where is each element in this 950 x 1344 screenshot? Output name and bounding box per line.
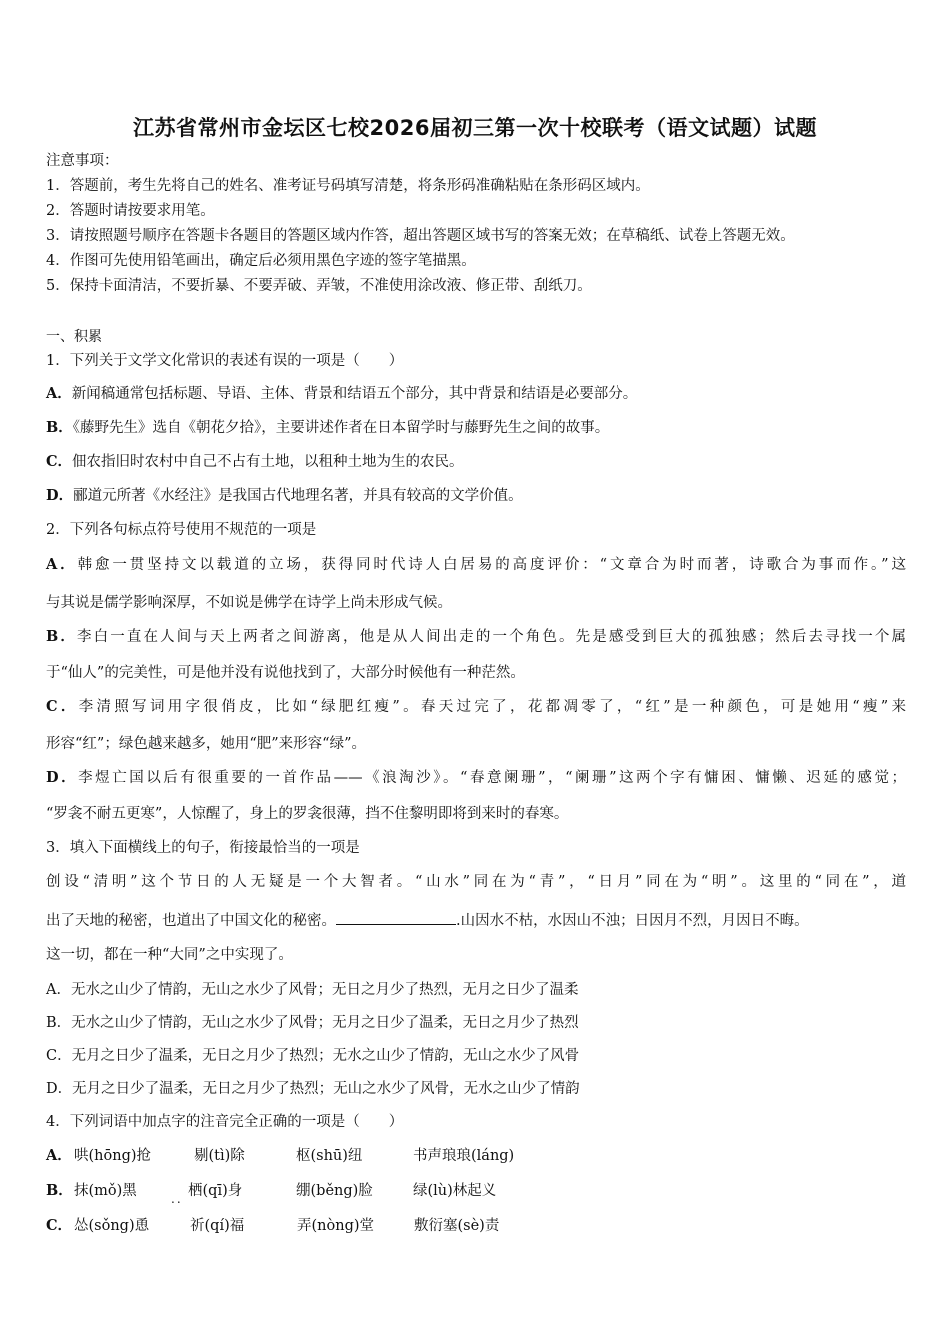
option-label: B． <box>46 628 77 645</box>
term-item: 栖(qī)身 <box>188 1183 243 1199</box>
question-4-stem: 4．下列词语中加点字的注音完全正确的一项是（ ） <box>46 1114 404 1130</box>
term-item: 哄(hōng)抢 <box>74 1148 152 1164</box>
q3-option-b: B．无水之山少了情韵，无山之水少了风骨；无月之日少了温柔，无日之月少了热烈 <box>46 1015 579 1031</box>
question-1-stem: 1．下列关于文学文化常识的表述有误的一项是（ ） <box>46 353 404 369</box>
page-title: 江苏省常州市金坛区七校2026届初三第一次十校联考（语文试题）试题 <box>133 116 817 140</box>
term-item: 祈(qí)福 <box>190 1218 245 1234</box>
option-label: A． <box>46 385 72 402</box>
answer-blank <box>336 910 456 925</box>
notice-item: 5．保持卡面清洁，不要折暴、不要弄破、弄皱，不准使用涂改液、修正带、刮纸刀。 <box>46 278 592 294</box>
term-item: 怂(sǒng)恿 <box>74 1218 150 1234</box>
option-label: B． <box>46 1182 73 1199</box>
term-item: 剔(tì)除 <box>194 1148 245 1164</box>
option-label: C． <box>46 698 79 715</box>
option-text: 新闻稿通常包括标题、导语、主体、背景和结语五个部分，其中背景和结语是必要部分。 <box>71 386 638 402</box>
q1-option-d <box>46 487 523 505</box>
notice-heading: 注意事项： <box>46 153 119 169</box>
passage-text: .山因水不枯，水因山不浊；日因月不烈，月因日不晦。 <box>456 913 809 929</box>
question-3-stem: 3．填入下面横线上的句子，衔接最恰当的一项是 <box>46 840 360 856</box>
option-label: D． <box>46 769 79 786</box>
option-label: C． <box>46 453 73 470</box>
term-item: 敷衍塞(sè)责 <box>414 1218 500 1234</box>
q2-option-d <box>46 769 906 787</box>
option-label: D． <box>46 487 74 504</box>
section-heading: 一、积累 <box>46 329 102 345</box>
option-text: 佃农指旧时农村中自己不占有土地，以租种土地为生的农民。 <box>72 454 464 470</box>
option-text: 郦道元所著《水经注》是我国古代地理名著，并具有较高的文学价值。 <box>73 488 523 504</box>
option-label: B． <box>46 419 73 436</box>
notice-item: 1．答题前，考生先将自己的姓名、准考证号码填写清楚，将条形码准确粘贴在条形码区域内。 <box>46 178 650 194</box>
q2-option-a-cont: 与其说是儒学影响深厚，不如说是佛学在诗学上尚未形成气候。 <box>46 595 452 611</box>
q2-option-b <box>46 628 906 646</box>
notice-item: 4．作图可先使用铅笔画出，确定后必须用黑色字迹的签字笔描黑。 <box>46 253 476 269</box>
term-item: 弄(nòng)堂 <box>297 1218 375 1234</box>
q3-option-a: A．无水之山少了情韵，无山之水少了风骨；无日之月少了热烈，无月之日少了温柔 <box>46 982 579 998</box>
term-item: 枢(shū)纽 <box>296 1148 363 1164</box>
q2-option-d-cont: “罗衾不耐五更寒”，人惊醒了，身上的罗衾很薄，挡不住黎明即将到来时的春寒。 <box>46 806 569 822</box>
q1-option-c <box>46 453 464 471</box>
term-item: 绿(lù)林起义 <box>413 1183 497 1199</box>
option-text: 《藤野先生》选自《朝花夕拾》，主要讲述作者在日本留学时与藤野先生之间的故事。 <box>72 420 610 436</box>
q2-option-c-cont: 形容“红”；绿色越来越多，她用“肥”来形容“绿”。 <box>46 736 366 752</box>
passage-text: 出了天地的秘密，也道出了中国文化的秘密。 <box>46 913 336 929</box>
term-item: 绷(běng)脸 <box>296 1183 373 1199</box>
q2-option-a <box>46 556 906 574</box>
option-text: 韩愈一贯坚持文以载道的立场，获得同时代诗人白居易的高度评价：“文章合为时而著，诗歌合为事而作。”这 <box>77 557 906 573</box>
q1-option-b <box>46 419 609 437</box>
q3-option-d: D．无月之日少了温柔，无日之月少了热烈；无山之水少了风骨，无水之山少了情韵 <box>46 1081 580 1097</box>
q2-option-b-cont: 于“仙人”的完美性，可是他并没有说他找到了，大部分时候他有一种茫然。 <box>46 665 525 681</box>
q3-passage-line: 这一切，都在一种“大同”之中实现了。 <box>46 947 293 963</box>
term-item: 抹(mǒ)黑 <box>74 1183 137 1199</box>
q3-option-c: C．无月之日少了温柔，无日之月少了热烈；无水之山少了情韵，无山之水少了风骨 <box>46 1048 580 1064</box>
question-2-stem: 2．下列各句标点符号使用不规范的一项是 <box>46 522 317 538</box>
emphasis-dots: .. <box>171 1192 183 1206</box>
option-text: 李煜亡国以后有很重要的一首作品——《浪淘沙》。“春意阑珊”，“阑珊”这两个字有慵困、慵懒、迟延的感觉； <box>78 770 906 786</box>
option-label: A． <box>46 1147 72 1164</box>
notice-item: 2．答题时请按要求用笔。 <box>46 203 215 219</box>
term-item: 书声琅琅(láng) <box>413 1148 515 1164</box>
notice-item: 3．请按照题号顺序在答题卡各题目的答题区域内作答，超出答题区域书写的答案无效；在草稿纸、试卷上答题无效。 <box>46 228 795 244</box>
q2-option-c <box>46 698 906 716</box>
q1-option-a <box>46 385 637 403</box>
q3-passage-line: 创设“清明”这个节日的人无疑是一个大智者。“山水”同在为“青”，“日月”同在为“明”。这里的“同在”，道 <box>46 874 906 890</box>
q3-passage-line <box>46 910 809 930</box>
option-text: 李清照写词用字很俏皮，比如“绿肥红瘦”。春天过完了，花都凋零了，“红”是一种颜色，可是她用“瘦”来 <box>78 699 906 715</box>
option-label: C． <box>46 1217 73 1234</box>
option-text: 李白一直在人间与天上两者之间游离，他是从人间出走的一个角色。先是感受到巨大的孤独感；然后去寻找一个属 <box>77 629 906 645</box>
option-label: A． <box>46 556 78 573</box>
